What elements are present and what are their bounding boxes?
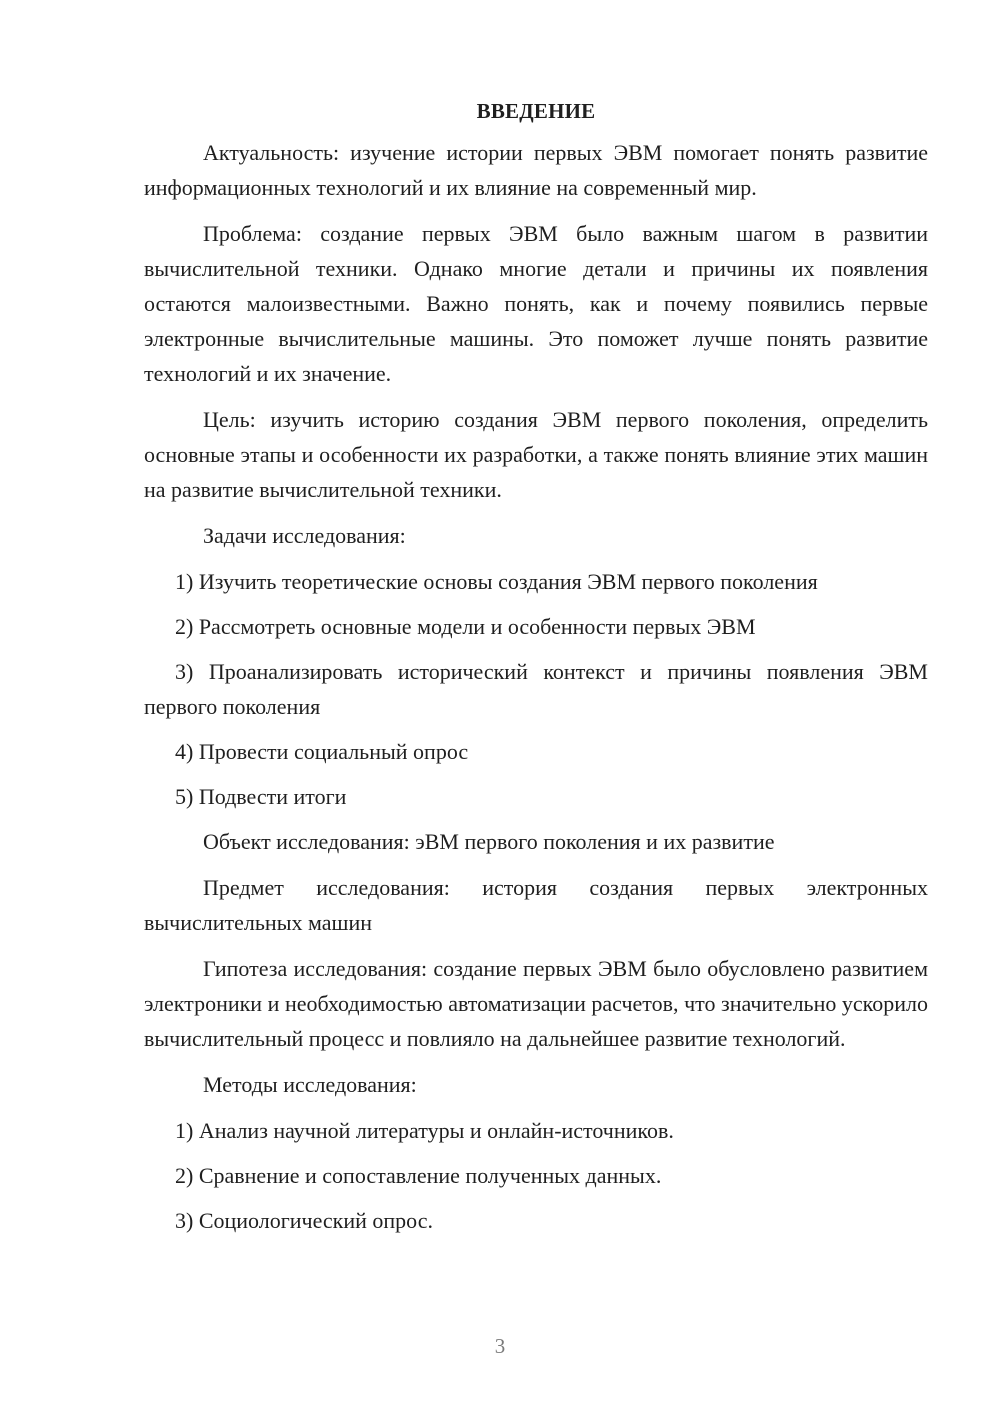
task-item: 3) Проанализировать исторический контекст и причины появления ЭВМ первого поколения [144, 659, 928, 719]
object-paragraph: Объект исследования: эВМ первого поколения и их развитие [203, 829, 775, 854]
task-item: 2) Рассмотреть основные модели и особенности первых ЭВМ [175, 614, 756, 639]
relevance-paragraph: Актуальность: изучение истории первых ЭВМ помогает понять развитие информационных технологий и их влияние на современный мир. [144, 140, 928, 200]
hypothesis-paragraph: Гипотеза исследования: создание первых ЭВМ было обусловлено развитием электроники и необходимостью автоматизации расчетов, что значительно ускорило вычислительный процесс и повлияло на дальнейшее развитие технологий. [144, 956, 928, 1051]
method-item: 1) Анализ научной литературы и онлайн-источников. [175, 1118, 674, 1143]
section-title: ВВЕДЕНИЕ [476, 99, 596, 123]
methods-heading: Методы исследования: [203, 1072, 417, 1097]
task-item: 1) Изучить теоретические основы создания ЭВМ первого поколения [175, 569, 818, 594]
document-page [144, 96, 928, 1248]
problem-paragraph: Проблема: создание первых ЭВМ было важным шагом в развитии вычислительной техники. Однако многие детали и причины их появления остаются малоизвестными. Важно понять, как и почему появились первые электронные вычислительные машины. Это поможет лучше понять развитие технологий и их значение. [144, 221, 928, 386]
method-item: 3) Социологический опрос. [175, 1208, 433, 1233]
tasks-heading: Задачи исследования: [203, 523, 406, 548]
subject-paragraph: Предмет исследования: история создания первых электронных вычислительных машин [144, 875, 928, 935]
page-number: 3 [494, 1334, 506, 1358]
task-item: 4) Провести социальный опрос [175, 739, 469, 764]
goal-paragraph: Цель: изучить историю создания ЭВМ первого поколения, определить основные этапы и особенности их разработки, а также понять влияние этих машин на развитие вычислительной техники. [144, 407, 928, 502]
task-item: 5) Подвести итоги [175, 784, 347, 809]
method-item: 2) Сравнение и сопоставление полученных данных. [175, 1163, 662, 1188]
